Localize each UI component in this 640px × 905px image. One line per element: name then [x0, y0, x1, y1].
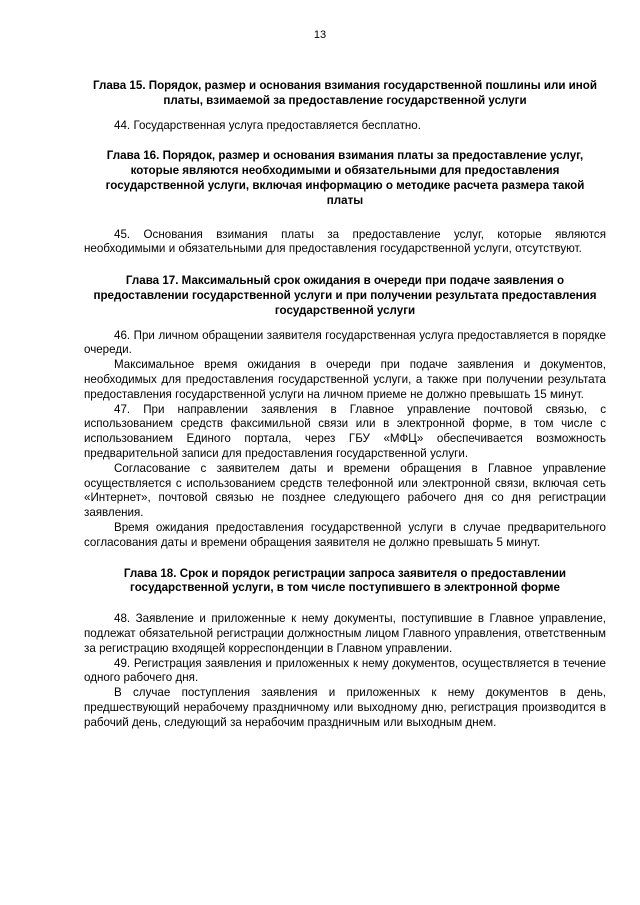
chapter-16-title: Глава 16. Порядок, размер и основания взимания платы за предоставление услуг, которые являются необходимыми и обязательными для предоставления государственной услуги, включая информацию о методике расчета размера такой платы [105, 149, 585, 207]
chapter-16 [84, 149, 606, 257]
paragraph-44: 44. Государственная услуга предоставляется бесплатно. [114, 118, 421, 132]
paragraph-49: 49. Регистрация заявления и приложенных к нему документов, осуществляется в течение одного рабочего дня. [84, 656, 606, 685]
paragraph-47-cont-1: Согласование с заявителем даты и времени обращения в Главное управление осуществляется с использованием средств телефонной или электронной связи, включая сеть «Интернет», почтовой связью не позднее следующего рабочего дня со дня регистрации заявления. [84, 461, 606, 520]
paragraph-47: 47. При направлении заявления в Главное управление почтовой связью, с использованием средств факсимильной связи или в электронной форме, в том числе с использованием Единого портала, через ГБУ «МФЦ» обеспечивается возможность предварительной записи для предоставления государственной услуги. [84, 402, 606, 460]
page-number: 13 [313, 29, 327, 41]
chapter-18-title: Глава 18. Срок и порядок регистрации запроса заявителя о предоставлении государственной услуги, в том числе поступившего в электронной форме [123, 566, 567, 595]
paragraph-48: 48. Заявление и приложенные к нему документы, поступившие в Главное управление, подлежат обязательной регистрации должностным лицом Главного управления, ответственным за регистрацию входящей корреспонденции в Главном управлении. [84, 612, 606, 655]
chapter-17-title: Глава 17. Максимальный срок ожидания в очереди при подаче заявления о предоставлении государственной услуги и при получении результата предоставления государственной услуги [93, 274, 597, 317]
paragraph-46-cont: Максимальное время ожидания в очереди при подаче заявления и документов, необходимых для предоставления государственной услуги, а также при получении результата предоставления государственной услуги на личном приеме не должно превышать 15 минут. [84, 358, 606, 401]
chapter-17 [84, 274, 606, 550]
document-body [84, 79, 606, 730]
paragraph-45: 45. Основания взимания платы за предоставление услуг, которые являются необходимыми и обязательными для предоставления государственной услуги, отсутствуют. [84, 227, 606, 256]
paragraph-47-cont-2: Время ожидания предоставления государственной услуги в случае предварительного согласования даты и времени обращения заявителя не должно превышать 5 минут. [84, 520, 606, 549]
chapter-15-title: Глава 15. Порядок, размер и основания взимания государственной пошлины или иной платы, взимаемой за предоставление государственной услуги [92, 79, 598, 107]
paragraph-49-cont: В случае поступления заявления и приложенных к нему документов в день, предшествующий нерабочему праздничному или выходному дню, регистрация производится в рабочий день, следующий за нерабочим праздничным или выходным днем. [84, 686, 606, 729]
chapter-18 [84, 567, 606, 731]
chapter-15 [84, 79, 606, 133]
paragraph-46: 46. При личном обращении заявителя государственная услуга предоставляется в порядке очереди. [84, 328, 606, 357]
